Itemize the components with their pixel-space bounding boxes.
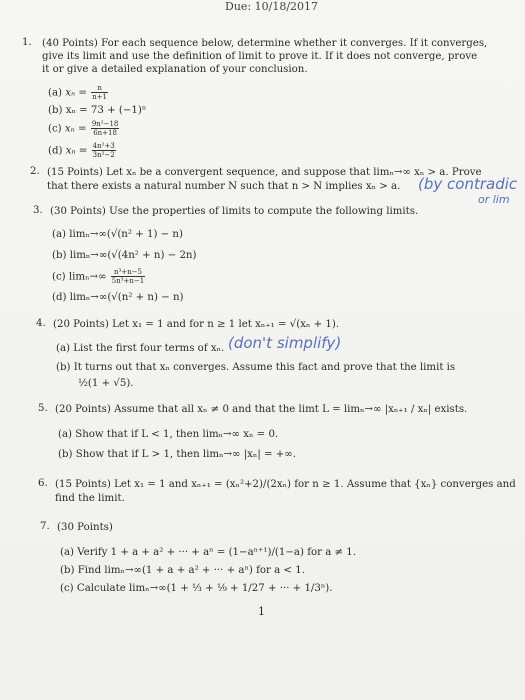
q1-b — [48, 104, 146, 117]
q6-line2: find the limit. — [55, 493, 125, 504]
q3-c — [52, 268, 146, 285]
q1-d — [48, 142, 117, 159]
q1-a — [48, 84, 109, 101]
q3-number: 3. — [33, 205, 43, 216]
q7-a: (a) Verify 1 + a + a² + ··· + aⁿ = (1−aⁿ⁺¹)/(1−a) for a ≠ 1. — [60, 547, 357, 558]
q1-a-top: n — [91, 84, 108, 93]
q4-b-line1: (b) It turns out that xₙ converges. Assume this fact and prove that the limit is — [56, 362, 456, 373]
q3-c-label: (c) limₙ→∞ — [52, 271, 107, 283]
q7-number: 7. — [40, 521, 50, 532]
q7-b: (b) Find limₙ→∞(1 + a + a² + ··· + aⁿ) for a < 1. — [60, 565, 305, 576]
due-date: Due: 10/18/2017 — [225, 0, 319, 13]
q2-line1: (15 Points) Let xₙ be a convergent sequence, and suppose that limₙ→∞ xₙ > a. Prove — [47, 167, 482, 178]
q1-d-bot: 3n²−2 — [92, 151, 115, 159]
q2-handwritten-note: (by contradic — [418, 175, 518, 193]
q3-d: (d) limₙ→∞(√(n² + n) − n) — [52, 292, 184, 303]
q3-c-top: n³+n−5 — [111, 268, 145, 277]
q1-number: 1. — [22, 37, 32, 48]
page-number: 1 — [258, 605, 265, 618]
q4-number: 4. — [36, 318, 46, 329]
q4-handwritten-note: (don't simplify) — [228, 334, 342, 352]
q5-a: (a) Show that if L < 1, then limₙ→∞ xₙ = 0. — [58, 429, 279, 440]
q4-line1: (20 Points) Let x₁ = 1 and for n ≥ 1 let xₙ₊₁ = √(xₙ + 1). — [53, 319, 340, 330]
q1-a-lhs: xₙ = — [65, 87, 87, 99]
q2-handwritten-note-2: or lim — [478, 193, 510, 206]
q3-a: (a) limₙ→∞(√(n² + 1) − n) — [52, 229, 183, 240]
q5-line1: (20 Points) Assume that all xₙ ≠ 0 and that the limt L = limₙ→∞ |xₙ₊₁ / xₙ| exists. — [55, 404, 468, 415]
q1-a-bot: n+1 — [92, 93, 108, 101]
q4-b-line2: ½(1 + √5). — [78, 378, 134, 389]
q3-b: (b) limₙ→∞(√(4n² + n) − 2n) — [52, 250, 197, 261]
q1-c — [48, 120, 120, 137]
q4-a: (a) List the first four terms of xₙ. — [56, 343, 225, 354]
q3-line1: (30 Points) Use the properties of limits to compute the following limits. — [50, 206, 419, 217]
q1-d-label: (d) — [48, 145, 63, 157]
q1-c-top: 9n²−18 — [91, 120, 119, 128]
q1-line2: give its limit and use the definition of limit to prove it. If it does not converge, prove — [42, 51, 478, 62]
q1-d-top: 4n²+3 — [92, 142, 115, 150]
q1-c-bot: 6n+18 — [93, 129, 117, 137]
q1-a-label: (a) — [48, 87, 63, 99]
q7-line1: (30 Points) — [57, 522, 113, 533]
q7-c: (c) Calculate limₙ→∞(1 + ⅓ + ⅑ + 1/27 + ··· + 1/3ⁿ). — [60, 583, 333, 594]
q1-d-lhs: xₙ = — [65, 145, 88, 157]
q2-line2: that there exists a natural number N such that n > N implies xₙ > a. — [47, 181, 401, 192]
q5-b: (b) Show that if L > 1, then limₙ→∞ |xₙ| = +∞. — [58, 449, 297, 460]
q1-c-label: (c) — [48, 123, 62, 135]
q2-number: 2. — [30, 166, 40, 177]
q3-c-bot: 5n³+n−1 — [111, 277, 145, 285]
q1-b-label: (b) — [48, 105, 63, 116]
q1-b-expr: xₙ = 73 + (−1)ⁿ — [65, 105, 147, 116]
q6-line1: (15 Points) Let x₁ = 1 and xₙ₊₁ = (xₙ²+2)/(2xₙ) for n ≥ 1. Assume that {xₙ} converges and — [55, 479, 516, 490]
q1-c-lhs: xₙ = — [64, 123, 87, 135]
q1-line1: (40 Points) For each sequence below, determine whether it converges. If it converges, — [42, 38, 488, 49]
q6-number: 6. — [38, 478, 48, 489]
q1-line3: it or give a detailed explanation of your conclusion. — [42, 64, 308, 75]
q5-number: 5. — [38, 403, 48, 414]
